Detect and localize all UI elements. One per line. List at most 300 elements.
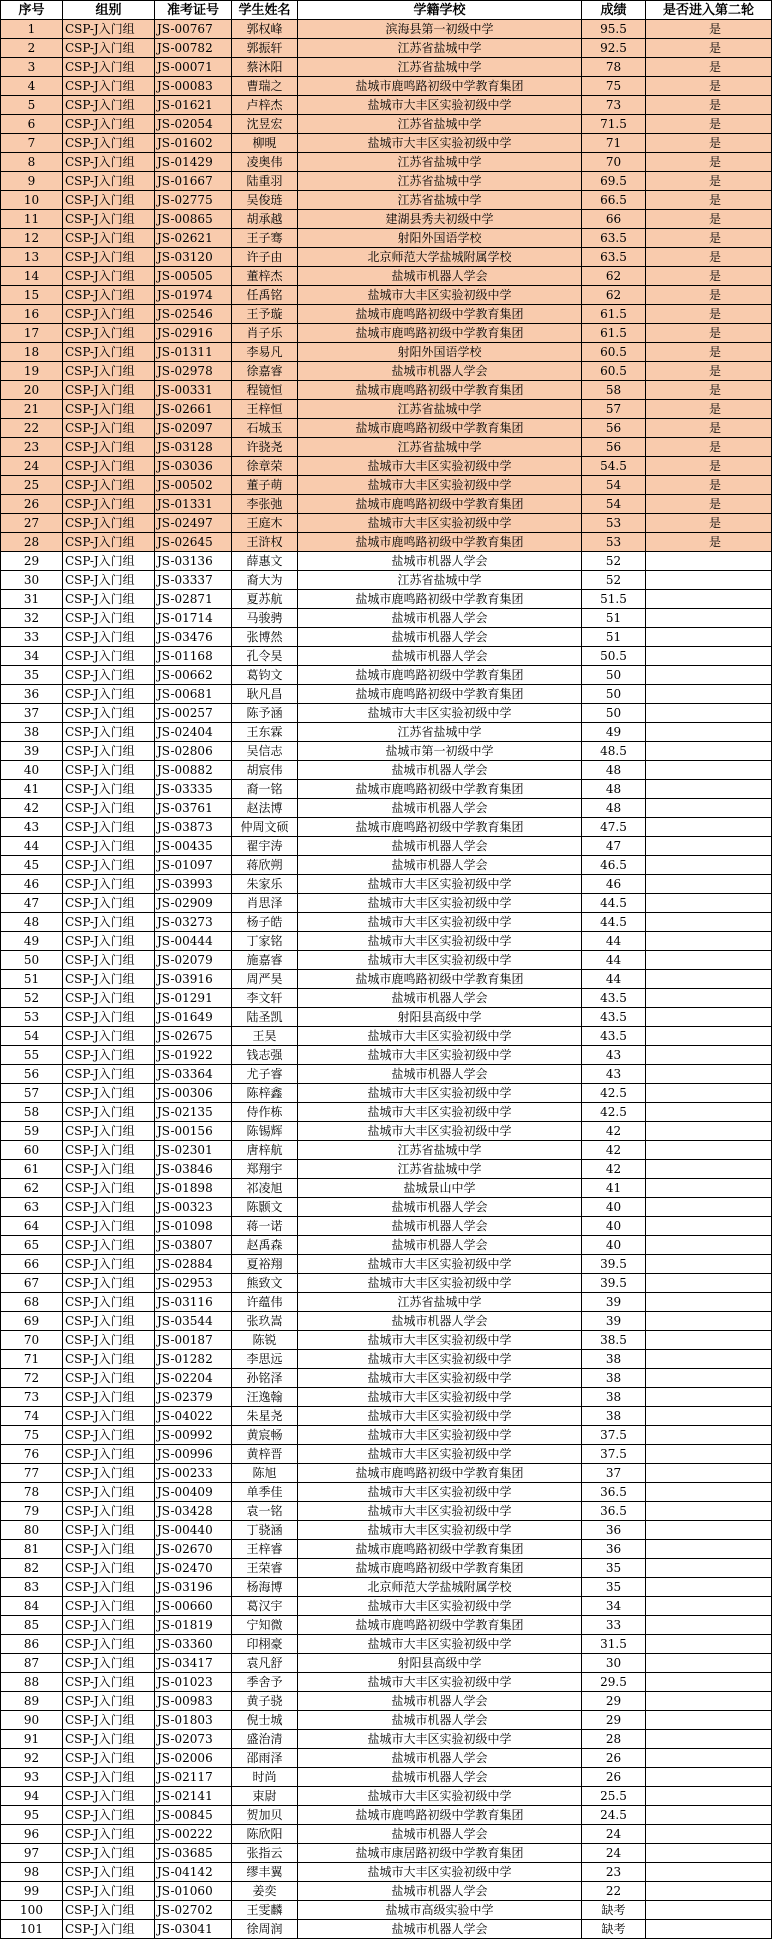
- cell-group: CSP-J入门组: [63, 115, 155, 134]
- cell-student-name: 姜奕: [232, 1882, 298, 1901]
- cell-exam-id: JS-02073: [155, 1730, 232, 1749]
- cell-student-name: 侍作栋: [232, 1103, 298, 1122]
- cell-school: 盐城市大丰区实验初级中学: [298, 951, 582, 970]
- cell-serial-no: 47: [1, 894, 63, 913]
- cell-serial-no: 74: [1, 1407, 63, 1426]
- cell-second-round: [646, 1844, 772, 1863]
- cell-serial-no: 30: [1, 571, 63, 590]
- table-row: [1, 1920, 772, 1939]
- cell-exam-id: JS-00187: [155, 1331, 232, 1350]
- table-row: [1, 1483, 772, 1502]
- table-row: [1, 913, 772, 932]
- cell-second-round: 是: [646, 248, 772, 267]
- cell-score: 54: [582, 476, 646, 495]
- cell-score: 50: [582, 704, 646, 723]
- cell-serial-no: 63: [1, 1198, 63, 1217]
- cell-exam-id: JS-02884: [155, 1255, 232, 1274]
- cell-score: 34: [582, 1597, 646, 1616]
- cell-school: 盐城市机器人学会: [298, 609, 582, 628]
- cell-student-name: 夏裕翔: [232, 1255, 298, 1274]
- cell-second-round: [646, 951, 772, 970]
- cell-second-round: 是: [646, 476, 772, 495]
- cell-group: CSP-J入门组: [63, 286, 155, 305]
- cell-group: CSP-J入门组: [63, 324, 155, 343]
- cell-score: 缺考: [582, 1920, 646, 1939]
- cell-score: 44: [582, 932, 646, 951]
- cell-second-round: [646, 1711, 772, 1730]
- cell-second-round: [646, 1293, 772, 1312]
- cell-serial-no: 66: [1, 1255, 63, 1274]
- cell-exam-id: JS-02806: [155, 742, 232, 761]
- cell-group: CSP-J入门组: [63, 1901, 155, 1920]
- cell-score: 42: [582, 1141, 646, 1160]
- cell-exam-id: JS-00992: [155, 1426, 232, 1445]
- cell-group: CSP-J入门组: [63, 343, 155, 362]
- cell-serial-no: 89: [1, 1692, 63, 1711]
- cell-score: 22: [582, 1882, 646, 1901]
- cell-score: 23: [582, 1863, 646, 1882]
- cell-score: 47.5: [582, 818, 646, 837]
- cell-student-name: 盛治清: [232, 1730, 298, 1749]
- cell-exam-id: JS-02204: [155, 1369, 232, 1388]
- cell-group: CSP-J入门组: [63, 172, 155, 191]
- cell-group: CSP-J入门组: [63, 1141, 155, 1160]
- cell-school: 盐城市大丰区实验初级中学: [298, 1483, 582, 1502]
- table-row: [1, 1787, 772, 1806]
- cell-group: CSP-J入门组: [63, 305, 155, 324]
- cell-serial-no: 76: [1, 1445, 63, 1464]
- cell-serial-no: 51: [1, 970, 63, 989]
- cell-school: 盐城市大丰区实验初级中学: [298, 1445, 582, 1464]
- cell-second-round: [646, 704, 772, 723]
- cell-school: 盐城市鹿鸣路初级中学教育集团: [298, 1559, 582, 1578]
- cell-serial-no: 73: [1, 1388, 63, 1407]
- cell-second-round: [646, 1882, 772, 1901]
- cell-school: 盐城市机器人学会: [298, 1768, 582, 1787]
- table-row: [1, 970, 772, 989]
- cell-score: 71: [582, 134, 646, 153]
- cell-student-name: 王浒权: [232, 533, 298, 552]
- table-row: [1, 1103, 772, 1122]
- table-row: [1, 571, 772, 590]
- cell-group: CSP-J入门组: [63, 1350, 155, 1369]
- cell-group: CSP-J入门组: [63, 932, 155, 951]
- cell-student-name: 肖思泽: [232, 894, 298, 913]
- cell-score: 63.5: [582, 229, 646, 248]
- cell-student-name: 袁一铭: [232, 1502, 298, 1521]
- cell-school: 盐城市机器人学会: [298, 1312, 582, 1331]
- cell-group: CSP-J入门组: [63, 1844, 155, 1863]
- table-row: [1, 153, 772, 172]
- cell-score: 26: [582, 1749, 646, 1768]
- table-row: [1, 875, 772, 894]
- cell-student-name: 王荣睿: [232, 1559, 298, 1578]
- cell-student-name: 孙铭泽: [232, 1369, 298, 1388]
- cell-second-round: [646, 1331, 772, 1350]
- cell-student-name: 郭权峰: [232, 20, 298, 39]
- cell-exam-id: JS-00782: [155, 39, 232, 58]
- cell-serial-no: 65: [1, 1236, 63, 1255]
- cell-score: 54: [582, 495, 646, 514]
- cell-school: 盐城市大丰区实验初级中学: [298, 1369, 582, 1388]
- table-row: [1, 1844, 772, 1863]
- table-row: [1, 818, 772, 837]
- cell-group: CSP-J入门组: [63, 1464, 155, 1483]
- cell-serial-no: 48: [1, 913, 63, 932]
- cell-exam-id: JS-00233: [155, 1464, 232, 1483]
- cell-serial-no: 99: [1, 1882, 63, 1901]
- cell-exam-id: JS-03685: [155, 1844, 232, 1863]
- cell-second-round: 是: [646, 514, 772, 533]
- cell-group: CSP-J入门组: [63, 438, 155, 457]
- cell-second-round: [646, 1046, 772, 1065]
- table-row: [1, 400, 772, 419]
- cell-group: CSP-J入门组: [63, 818, 155, 837]
- cell-group: CSP-J入门组: [63, 1730, 155, 1749]
- table-row: [1, 609, 772, 628]
- cell-school: 盐城市鹿鸣路初级中学教育集团: [298, 324, 582, 343]
- cell-exam-id: JS-00156: [155, 1122, 232, 1141]
- cell-serial-no: 19: [1, 362, 63, 381]
- cell-serial-no: 56: [1, 1065, 63, 1084]
- cell-school: 盐城市大丰区实验初级中学: [298, 894, 582, 913]
- cell-exam-id: JS-00071: [155, 58, 232, 77]
- cell-school: 盐城市大丰区实验初级中学: [298, 932, 582, 951]
- cell-serial-no: 93: [1, 1768, 63, 1787]
- cell-score: 43: [582, 1065, 646, 1084]
- table-row: [1, 1236, 772, 1255]
- cell-student-name: 王雯麟: [232, 1901, 298, 1920]
- cell-second-round: [646, 1787, 772, 1806]
- cell-school: 北京师范大学盐城附属学校: [298, 248, 582, 267]
- cell-score: 43: [582, 1046, 646, 1065]
- cell-school: 盐城市大丰区实验初级中学: [298, 1407, 582, 1426]
- cell-exam-id: JS-03116: [155, 1293, 232, 1312]
- cell-serial-no: 94: [1, 1787, 63, 1806]
- cell-exam-id: JS-02079: [155, 951, 232, 970]
- cell-second-round: 是: [646, 210, 772, 229]
- table-row: [1, 1901, 772, 1920]
- cell-student-name: 宁知微: [232, 1616, 298, 1635]
- cell-group: CSP-J入门组: [63, 1027, 155, 1046]
- cell-score: 35: [582, 1559, 646, 1578]
- table-row: [1, 1635, 772, 1654]
- cell-second-round: [646, 875, 772, 894]
- cell-student-name: 柳晛: [232, 134, 298, 153]
- table-row: [1, 20, 772, 39]
- cell-exam-id: JS-02054: [155, 115, 232, 134]
- cell-exam-id: JS-00444: [155, 932, 232, 951]
- cell-score: 33: [582, 1616, 646, 1635]
- cell-serial-no: 59: [1, 1122, 63, 1141]
- cell-group: CSP-J入门组: [63, 1806, 155, 1825]
- cell-group: CSP-J入门组: [63, 704, 155, 723]
- table-header: [1, 1, 772, 20]
- cell-school: 射阳县高级中学: [298, 1008, 582, 1027]
- cell-school: 盐城市大丰区实验初级中学: [298, 457, 582, 476]
- table-row: [1, 723, 772, 742]
- cell-exam-id: JS-01974: [155, 286, 232, 305]
- cell-score: 46: [582, 875, 646, 894]
- table-row: [1, 1768, 772, 1787]
- cell-serial-no: 101: [1, 1920, 63, 1939]
- cell-student-name: 丁骁涵: [232, 1521, 298, 1540]
- table-row: [1, 1445, 772, 1464]
- cell-second-round: [646, 1616, 772, 1635]
- table-row: [1, 134, 772, 153]
- cell-school: 射阳外国语学校: [298, 229, 582, 248]
- cell-score: 36.5: [582, 1502, 646, 1521]
- cell-student-name: 缪丰翼: [232, 1863, 298, 1882]
- cell-second-round: [646, 609, 772, 628]
- cell-second-round: [646, 1008, 772, 1027]
- cell-student-name: 李易凡: [232, 343, 298, 362]
- cell-second-round: [646, 628, 772, 647]
- table-row: [1, 1217, 772, 1236]
- cell-school: 江苏省盐城中学: [298, 39, 582, 58]
- cell-serial-no: 78: [1, 1483, 63, 1502]
- cell-student-name: 葛汉宇: [232, 1597, 298, 1616]
- cell-score: 44.5: [582, 894, 646, 913]
- cell-second-round: [646, 1255, 772, 1274]
- cell-second-round: 是: [646, 381, 772, 400]
- cell-second-round: [646, 1084, 772, 1103]
- table-row: [1, 932, 772, 951]
- table-row: [1, 210, 772, 229]
- cell-student-name: 施嘉睿: [232, 951, 298, 970]
- cell-score: 53: [582, 514, 646, 533]
- cell-exam-id: JS-01060: [155, 1882, 232, 1901]
- cell-school: 盐城市大丰区实验初级中学: [298, 1027, 582, 1046]
- cell-second-round: [646, 1502, 772, 1521]
- table-row: [1, 1198, 772, 1217]
- cell-score: 54.5: [582, 457, 646, 476]
- cell-score: 29.5: [582, 1673, 646, 1692]
- cell-group: CSP-J入门组: [63, 210, 155, 229]
- cell-exam-id: JS-03136: [155, 552, 232, 571]
- cell-serial-no: 36: [1, 685, 63, 704]
- cell-second-round: [646, 1483, 772, 1502]
- cell-group: CSP-J入门组: [63, 1426, 155, 1445]
- cell-second-round: [646, 1426, 772, 1445]
- cell-group: CSP-J入门组: [63, 191, 155, 210]
- cell-student-name: 张指云: [232, 1844, 298, 1863]
- cell-exam-id: JS-02953: [155, 1274, 232, 1293]
- cell-school: 盐城市大丰区实验初级中学: [298, 1388, 582, 1407]
- cell-second-round: [646, 780, 772, 799]
- cell-serial-no: 42: [1, 799, 63, 818]
- cell-student-name: 杨海博: [232, 1578, 298, 1597]
- cell-serial-no: 33: [1, 628, 63, 647]
- cell-exam-id: JS-00502: [155, 476, 232, 495]
- cell-score: 66.5: [582, 191, 646, 210]
- cell-group: CSP-J入门组: [63, 1065, 155, 1084]
- table-row: [1, 1046, 772, 1065]
- cell-school: 盐城市大丰区实验初级中学: [298, 1255, 582, 1274]
- cell-exam-id: JS-00257: [155, 704, 232, 723]
- cell-score: 56: [582, 438, 646, 457]
- cell-second-round: [646, 1407, 772, 1426]
- cell-student-name: 胡宸伟: [232, 761, 298, 780]
- cell-exam-id: JS-03846: [155, 1160, 232, 1179]
- table-row: [1, 1008, 772, 1027]
- cell-exam-id: JS-01429: [155, 153, 232, 172]
- cell-student-name: 郭振轩: [232, 39, 298, 58]
- cell-school: 盐城市鹿鸣路初级中学教育集团: [298, 533, 582, 552]
- cell-score: 40: [582, 1217, 646, 1236]
- cell-serial-no: 27: [1, 514, 63, 533]
- cell-score: 38: [582, 1350, 646, 1369]
- cell-school: 盐城市大丰区实验初级中学: [298, 1331, 582, 1350]
- cell-exam-id: JS-03476: [155, 628, 232, 647]
- cell-serial-no: 26: [1, 495, 63, 514]
- cell-student-name: 翟宇涛: [232, 837, 298, 856]
- cell-exam-id: JS-00323: [155, 1198, 232, 1217]
- cell-school: 盐城市高级实验中学: [298, 1901, 582, 1920]
- cell-score: 42: [582, 1122, 646, 1141]
- cell-score: 50.5: [582, 647, 646, 666]
- cell-exam-id: JS-02006: [155, 1749, 232, 1768]
- cell-second-round: [646, 837, 772, 856]
- cell-exam-id: JS-03428: [155, 1502, 232, 1521]
- cell-group: CSP-J入门组: [63, 96, 155, 115]
- cell-school: 盐城市大丰区实验初级中学: [298, 1103, 582, 1122]
- cell-group: CSP-J入门组: [63, 20, 155, 39]
- cell-school: 江苏省盐城中学: [298, 191, 582, 210]
- cell-group: CSP-J入门组: [63, 780, 155, 799]
- cell-exam-id: JS-01602: [155, 134, 232, 153]
- cell-school: 盐城市大丰区实验初级中学: [298, 1863, 582, 1882]
- cell-score: 47: [582, 837, 646, 856]
- table-row: [1, 286, 772, 305]
- table-row: [1, 1293, 772, 1312]
- cell-serial-no: 64: [1, 1217, 63, 1236]
- cell-serial-no: 15: [1, 286, 63, 305]
- table-row: [1, 1711, 772, 1730]
- cell-exam-id: JS-01649: [155, 1008, 232, 1027]
- cell-school: 盐城市机器人学会: [298, 1825, 582, 1844]
- cell-group: CSP-J入门组: [63, 1217, 155, 1236]
- cell-second-round: [646, 590, 772, 609]
- cell-group: CSP-J入门组: [63, 1046, 155, 1065]
- cell-group: CSP-J入门组: [63, 476, 155, 495]
- cell-exam-id: JS-03360: [155, 1635, 232, 1654]
- cell-school: 盐城市鹿鸣路初级中学教育集团: [298, 381, 582, 400]
- cell-group: CSP-J入门组: [63, 1122, 155, 1141]
- cell-exam-id: JS-02775: [155, 191, 232, 210]
- cell-school: 盐城市机器人学会: [298, 1749, 582, 1768]
- cell-group: CSP-J入门组: [63, 1920, 155, 1939]
- cell-score: 43.5: [582, 1008, 646, 1027]
- cell-group: CSP-J入门组: [63, 1863, 155, 1882]
- cell-school: 射阳外国语学校: [298, 343, 582, 362]
- cell-score: 50: [582, 685, 646, 704]
- cell-score: 26: [582, 1768, 646, 1787]
- cell-school: 建湖县秀夫初级中学: [298, 210, 582, 229]
- cell-second-round: [646, 1464, 772, 1483]
- cell-second-round: 是: [646, 229, 772, 248]
- cell-second-round: [646, 1141, 772, 1160]
- cell-score: 37.5: [582, 1426, 646, 1445]
- cell-exam-id: JS-01311: [155, 343, 232, 362]
- cell-score: 43.5: [582, 989, 646, 1008]
- cell-school: 盐城市鹿鸣路初级中学教育集团: [298, 1616, 582, 1635]
- cell-score: 75: [582, 77, 646, 96]
- cell-student-name: 蔡沐阳: [232, 58, 298, 77]
- table-row: [1, 1331, 772, 1350]
- cell-school: 江苏省盐城中学: [298, 723, 582, 742]
- cell-serial-no: 7: [1, 134, 63, 153]
- cell-score: 37.5: [582, 1445, 646, 1464]
- cell-exam-id: JS-03916: [155, 970, 232, 989]
- cell-exam-id: JS-01097: [155, 856, 232, 875]
- cell-serial-no: 70: [1, 1331, 63, 1350]
- cell-score: 39: [582, 1312, 646, 1331]
- cell-serial-no: 68: [1, 1293, 63, 1312]
- cell-score: 44: [582, 970, 646, 989]
- cell-exam-id: JS-03337: [155, 571, 232, 590]
- cell-score: 39.5: [582, 1274, 646, 1293]
- cell-serial-no: 92: [1, 1749, 63, 1768]
- cell-serial-no: 55: [1, 1046, 63, 1065]
- cell-second-round: [646, 1122, 772, 1141]
- cell-serial-no: 14: [1, 267, 63, 286]
- cell-school: 盐城市机器人学会: [298, 1692, 582, 1711]
- cell-serial-no: 50: [1, 951, 63, 970]
- cell-exam-id: JS-02546: [155, 305, 232, 324]
- cell-serial-no: 98: [1, 1863, 63, 1882]
- table-row: [1, 1350, 772, 1369]
- cell-school: 盐城市鹿鸣路初级中学教育集团: [298, 590, 582, 609]
- cell-student-name: 蒋欣朔: [232, 856, 298, 875]
- cell-school: 盐城市机器人学会: [298, 1882, 582, 1901]
- table-row: [1, 1255, 772, 1274]
- cell-student-name: 马骏骋: [232, 609, 298, 628]
- cell-second-round: [646, 1768, 772, 1787]
- cell-serial-no: 5: [1, 96, 63, 115]
- cell-exam-id: JS-03417: [155, 1654, 232, 1673]
- cell-serial-no: 97: [1, 1844, 63, 1863]
- cell-score: 30: [582, 1654, 646, 1673]
- cell-school: 盐城市大丰区实验初级中学: [298, 913, 582, 932]
- cell-second-round: [646, 1578, 772, 1597]
- table-row: [1, 1673, 772, 1692]
- cell-student-name: 束尉: [232, 1787, 298, 1806]
- cell-student-name: 董子萌: [232, 476, 298, 495]
- cell-second-round: 是: [646, 191, 772, 210]
- cell-exam-id: JS-01621: [155, 96, 232, 115]
- cell-exam-id: JS-02470: [155, 1559, 232, 1578]
- cell-student-name: 陈予涵: [232, 704, 298, 723]
- cell-school: 盐城市鹿鸣路初级中学教育集团: [298, 77, 582, 96]
- cell-serial-no: 81: [1, 1540, 63, 1559]
- cell-score: 51.5: [582, 590, 646, 609]
- cell-serial-no: 82: [1, 1559, 63, 1578]
- table-row: [1, 1065, 772, 1084]
- cell-exam-id: JS-01819: [155, 1616, 232, 1635]
- cell-group: CSP-J入门组: [63, 1255, 155, 1274]
- cell-second-round: [646, 1692, 772, 1711]
- cell-serial-no: 35: [1, 666, 63, 685]
- cell-group: CSP-J入门组: [63, 552, 155, 571]
- cell-group: CSP-J入门组: [63, 1445, 155, 1464]
- cell-serial-no: 6: [1, 115, 63, 134]
- cell-school: 盐城市大丰区实验初级中学: [298, 1046, 582, 1065]
- cell-student-name: 朱星尧: [232, 1407, 298, 1426]
- cell-school: 盐城市机器人学会: [298, 1236, 582, 1255]
- cell-score: 38: [582, 1388, 646, 1407]
- cell-group: CSP-J入门组: [63, 153, 155, 172]
